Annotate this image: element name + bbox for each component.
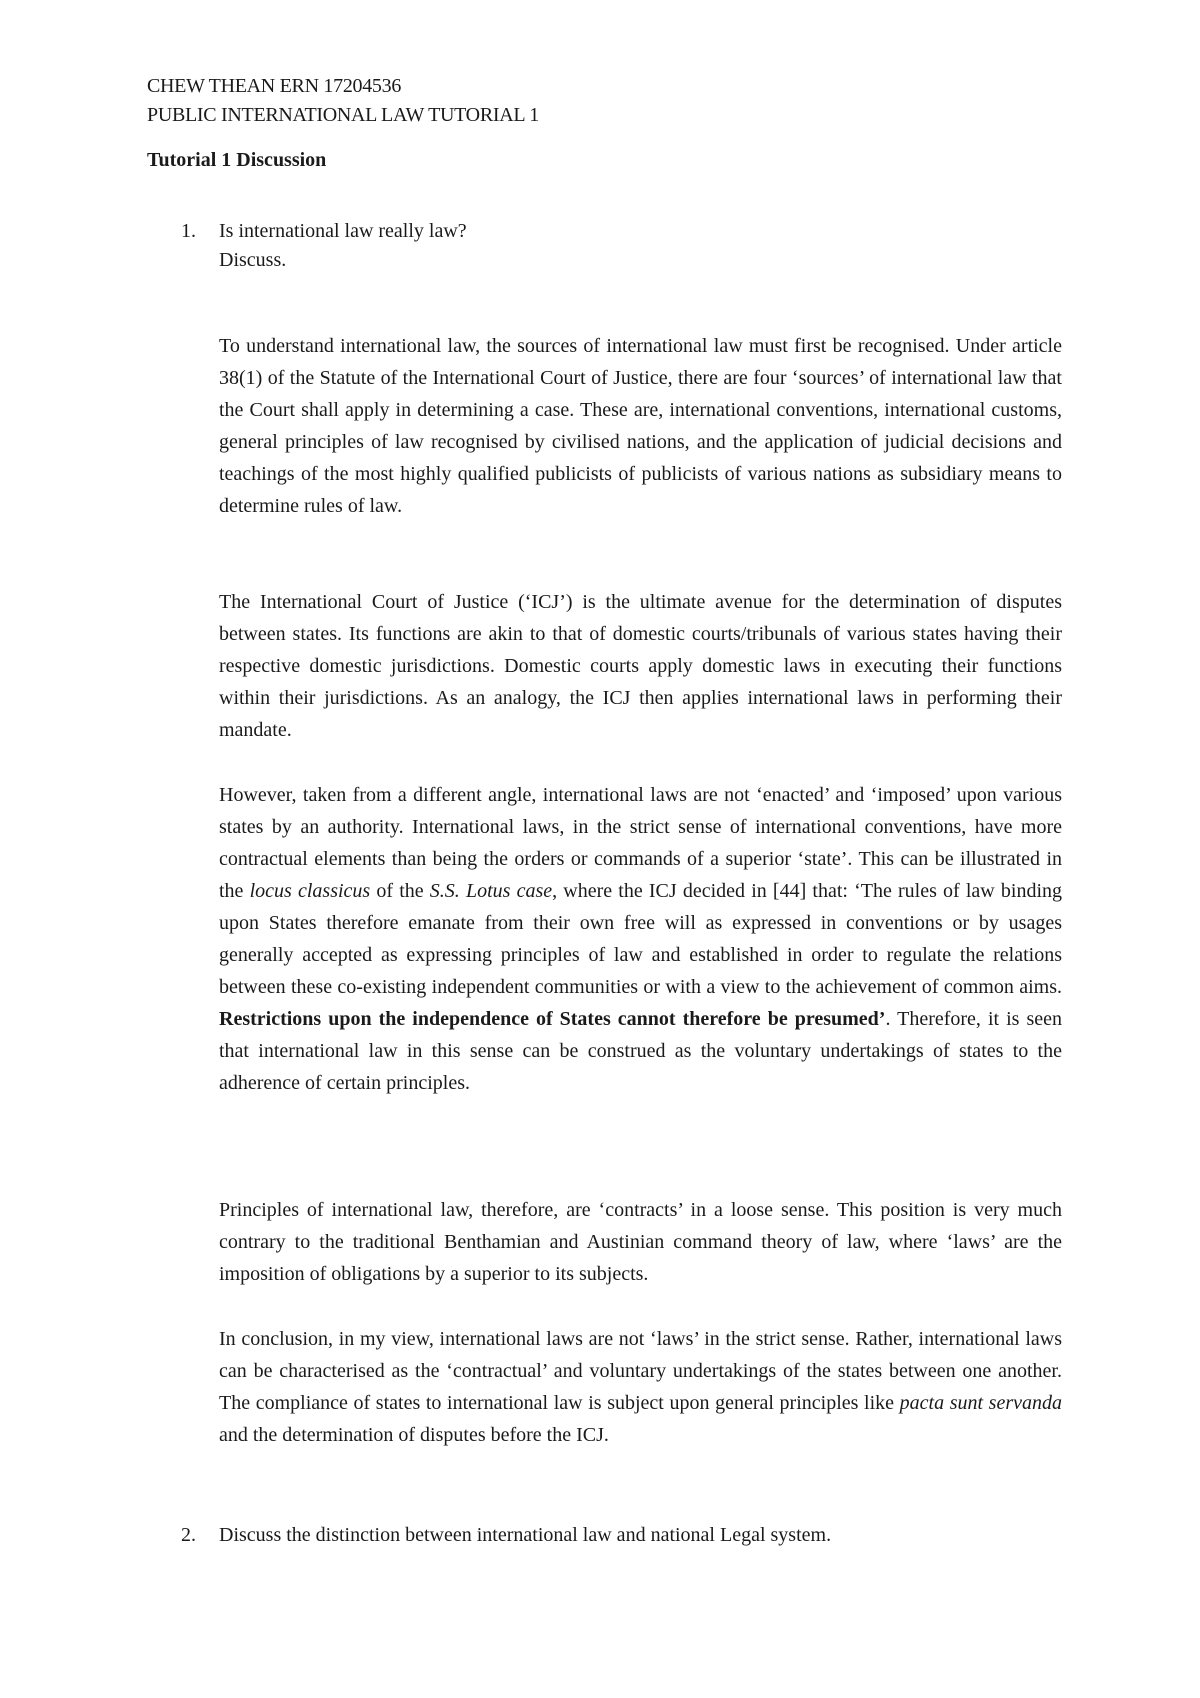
paragraph-text: of the bbox=[370, 880, 430, 902]
italic-phrase: locus classicus bbox=[249, 880, 371, 902]
paragraph-text: . Therefore, it is seen that international law in this sense can be construed as the voluntary undertakings of states to the adherence of certain principles. bbox=[219, 1008, 1062, 1094]
answer-paragraph-icj: The International Court of Justice (‘ICJ’) is the ultimate avenue for the determination of disputes between states. Its functions are akin to that of domestic courts/tribunals of various states having their respective domestic jurisdictions. Domestic courts apply domestic laws in executing their functions within their jurisdictions. As an analogy, the ICJ then applies international laws in performing their mandate. bbox=[219, 591, 1062, 741]
case-name: S.S. Lotus case bbox=[429, 880, 553, 902]
paragraph-text: In conclusion, in my view, international laws are not ‘laws’ in the strict sense. Rather, international laws can be characterised as the ‘contractual’ and voluntary undertakings of the states between one another. The compliance of states to international law is subject upon general principles like bbox=[219, 1328, 1062, 1414]
answer-paragraph-sources: To understand international law, the sources of international law must first be recognised. Under article 38(1) of the Statute of the International Court of Justice, there are four ‘sources’ of international law that the Court shall apply in determining a case. These are, international conventions, international customs, general principles of law recognised by civilised nations, and the application of judicial decisions and teachings of the most highly qualified publicists of publicists of various nations as subsidiary means to determine rules of law. bbox=[219, 335, 1062, 517]
question-2-text: Discuss the distinction between international law and national Legal system. bbox=[219, 1524, 832, 1546]
answer-paragraph-lotus bbox=[219, 779, 1062, 1099]
paragraph-text: However, taken from a different angle, international laws are not ‘enacted’ and ‘imposed’ upon various states by an authority. International laws, in the strict sense of international conventions, have more contractual elements than being the orders or commands of a superior ‘state’. This can be illustrated in the bbox=[219, 784, 1062, 902]
bold-quote: Restrictions upon the independence of States cannot therefore be presumed’ bbox=[219, 1008, 886, 1030]
question-1-text: Is international law really law? bbox=[219, 220, 467, 242]
author-line: CHEW THEAN ERN 17204536 bbox=[147, 75, 402, 97]
question-1-number: 1. bbox=[181, 220, 196, 242]
question-1-subtext: Discuss. bbox=[219, 249, 287, 271]
italic-phrase: pacta sunt servanda bbox=[899, 1392, 1062, 1414]
answer-paragraph-contracts: Principles of international law, therefore, are ‘contracts’ in a loose sense. This position is very much contrary to the traditional Benthamian and Austinian command theory of law, where ‘laws’ are the imposition of obligations by a superior to its subjects. bbox=[219, 1199, 1062, 1285]
answer-paragraph-conclusion bbox=[219, 1323, 1062, 1451]
course-line: PUBLIC INTERNATIONAL LAW TUTORIAL 1 bbox=[147, 104, 539, 126]
page-title: Tutorial 1 Discussion bbox=[147, 149, 327, 171]
paragraph-text: , where the ICJ decided in [44] that: ‘The rules of law binding upon States therefore emanate from their own free will as expressed in conventions or by usages generally accepted as expressing principles of law and established in order to regulate the relations between these co-existing independent communities or with a view to the achievement of common aims. bbox=[219, 880, 1063, 998]
question-2-number: 2. bbox=[181, 1524, 196, 1546]
paragraph-text: and the determination of disputes before the ICJ. bbox=[219, 1424, 609, 1446]
